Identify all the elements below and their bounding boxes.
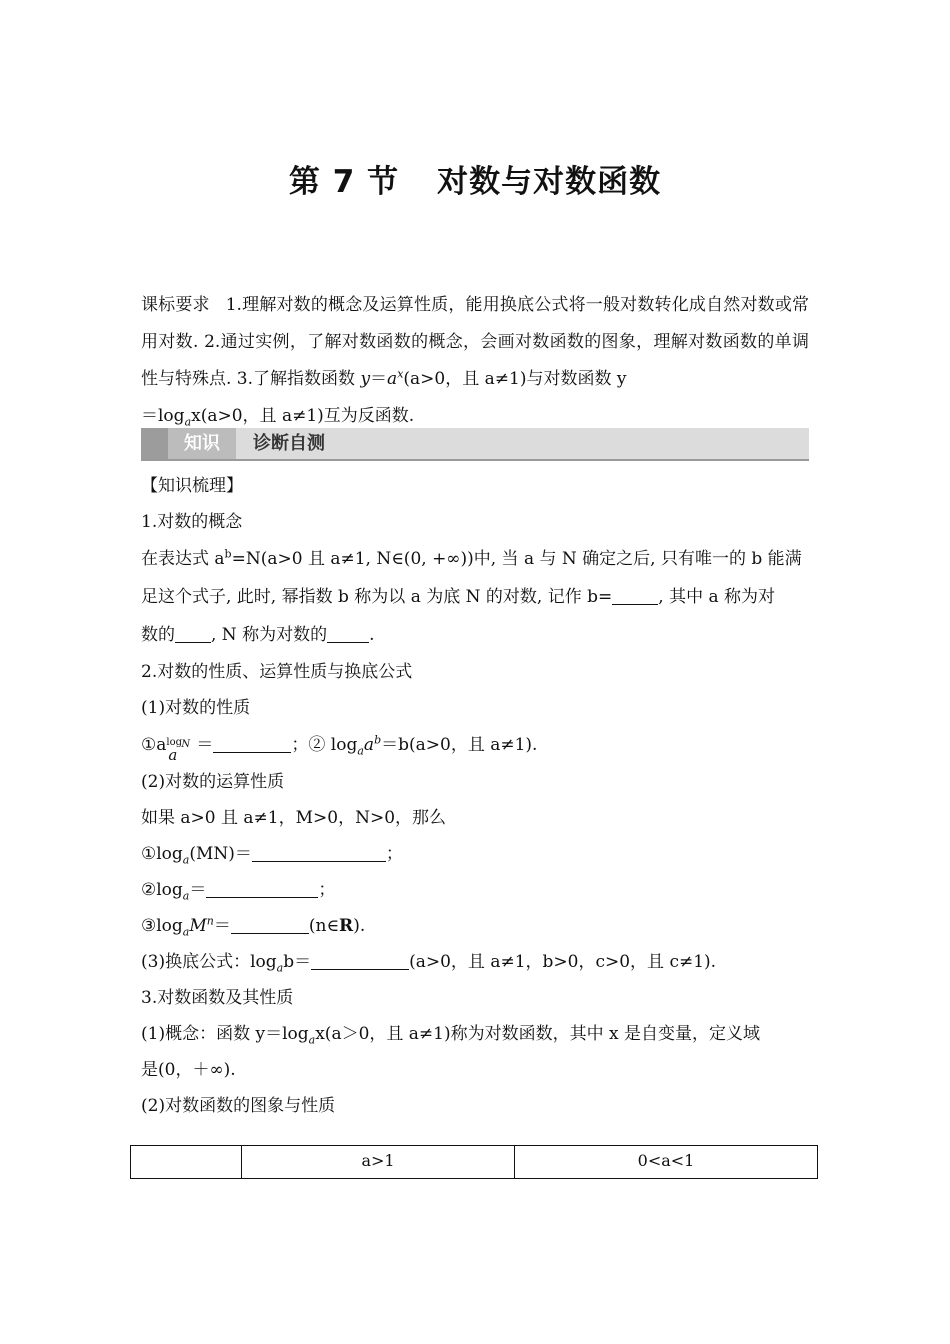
property-heading: (1)对数的性质 <box>141 698 251 718</box>
property-formula: ①a log a N ＝ ；② $\log_aa^b=b(a>0$，且 a≠1). <box>141 733 538 764</box>
rule-1: $①\log_a(MN)=$ ； <box>141 836 809 872</box>
fill-blank[interactable] <box>311 949 409 970</box>
fill-blank[interactable] <box>612 584 658 605</box>
knowledge-content <box>141 468 809 1124</box>
change-of-base: (3)换底公式：$\log_ab= (a>0$，且 a≠1，b>0，c>0，且 c≠1). <box>141 944 809 980</box>
rule-2: $②\log_a=$ ； <box>141 872 809 908</box>
table-header-cell <box>131 1146 242 1178</box>
page-title <box>0 156 950 201</box>
table-header-cell: 0<a<1 <box>637 1151 695 1170</box>
definition-line-3: 数的 , N 称为对数的 . <box>141 616 809 654</box>
topic-1-heading: 1.对数的概念 <box>141 512 243 532</box>
operation-heading: (2)对数的运算性质 <box>141 772 285 792</box>
topic-3-heading: 3.对数函数及其性质 <box>141 988 294 1008</box>
definition-line-1: 在表达式 $a^b=N(a>0$ 且 a≠1, N∈(0, +∞))中, 当 a 与 N 确定之后, 只有唯一的 b 能满 <box>141 547 802 569</box>
fill-blank[interactable] <box>231 913 309 934</box>
fill-blank[interactable] <box>206 877 318 898</box>
table-header-cell: a>1 <box>242 1146 515 1178</box>
fill-blank[interactable] <box>252 841 386 862</box>
concept-line-2: 是(0，＋∞). <box>141 1060 236 1080</box>
banner-accent-bar <box>141 428 168 459</box>
topic-2-heading: 2.对数的性质、运算性质与换底公式 <box>141 662 413 682</box>
fill-blank[interactable] <box>327 622 369 643</box>
fill-blank[interactable] <box>175 622 211 643</box>
operation-condition: 如果 a>0 且 a≠1，M>0，N>0，那么 <box>141 808 447 828</box>
curriculum-requirements: 课标要求 1.理解对数的概念及运算性质，能用换底公式将一般对数转化成自然对数或常用对数. 2.通过实例，了解对数函数的概念，会画对数函数的图象，理解对数函数的单调性与特殊点. 3.了解指数函数 $y=a^x(a>0$，且 a≠1)与对数函数 y $=\log_ax(a>0$，且 a≠1)互为反函数. <box>141 295 810 429</box>
banner-tag: 知识 <box>168 428 236 459</box>
section-banner <box>141 428 809 461</box>
rule-3: $③\log_aM^n=$ (n∈R). <box>141 914 366 939</box>
banner-subtitle: 诊断自测 <box>253 433 325 454</box>
fill-blank[interactable] <box>213 732 291 753</box>
knowledge-heading: 【知识梳理】 <box>141 476 243 496</box>
definition-line-2: 足这个式子, 此时, 幂指数 b 称为以 a 为底 N 的对数, 记作 b= , 其中 a 称为对 <box>141 578 809 616</box>
section-number: 第 7 节 <box>288 164 400 200</box>
section-title: 对数与对数函数 <box>437 164 662 200</box>
properties-table <box>130 1145 818 1179</box>
concept-line-1: (1)概念：函数 $y=\log_ax(a>0$，且 a≠1)称为对数函数，其中 x 是自变量，定义域 <box>141 1024 761 1047</box>
graph-properties-heading: (2)对数函数的图象与性质 <box>141 1096 336 1116</box>
requirements-label: 课标要求 <box>141 295 210 315</box>
